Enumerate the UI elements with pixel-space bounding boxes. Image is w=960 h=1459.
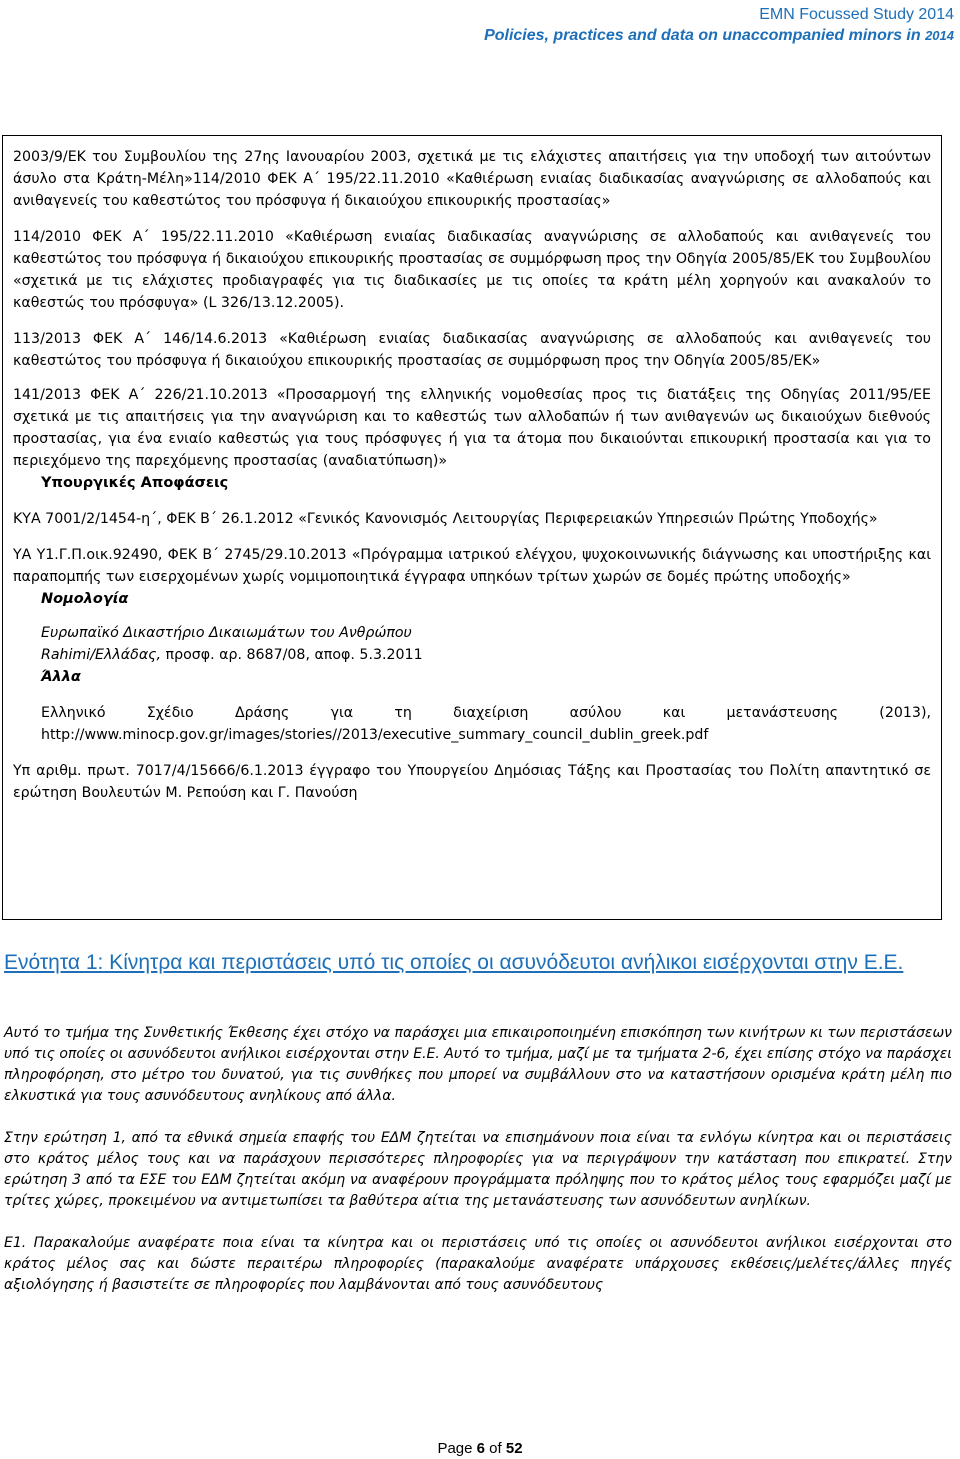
- legal-ref-5: ΚΥΑ 7001/2/1454-η΄, ΦΕΚ Β΄ 26.1.2012 «Γενικός Κανονισμός Λειτουργίας Περιφερειακών Υπηρεσιών Πρώτης Υποδοχής»: [13, 511, 878, 527]
- legal-ref-8: Υπ αριθμ. πρωτ. 7017/4/15666/6.1.2013 έγγραφο του Υπουργείου Δημόσιας Τάξης και Προστασίας του Πολίτη απαντητικό σε ερώτηση Βουλευτών Μ. Ρεπούση και Γ. Πανούση: [13, 763, 931, 801]
- section-title-link[interactable]: Ενότητα 1: Κίνητρα και περιστάσεις υπό τις οποίες οι ασυνόδευτοι ανήλικοι εισέρχονται στην Ε.Ε.: [4, 951, 904, 974]
- case-details: προσφ. αρ. 8687/08, αποφ. 5.3.2011: [161, 647, 423, 663]
- study-subtitle: [484, 25, 954, 46]
- section-paragraph-1: Αυτό το τμήμα της Συνθετικής Έκθεσης έχει στόχο να παράσχει μια επικαιροποιημένη επισκόπηση των κινήτρων κι των περιστάσεων υπό τις οποίες οι ασυνόδευτοι ανήλικοι εισέρχονται στην Ε.Ε. Αυτό το τμήμα, μαζί με τα τμήματα 2-6, έχει επίσης στόχο να παράσχει πληροφόρηση, στο μέτρο του δυνατού, για τις συνθήκες που μπορεί να συμβάλλουν στο να καταστήσουν ορισμένα κράτη μέλη πιο ελκυστικά για τους ασυνόδευτους ανηλίκους από άλλα.: [4, 1025, 952, 1104]
- legislation-box: [2, 135, 942, 920]
- study-title: EMN Focussed Study 2014: [759, 6, 954, 23]
- case-court: [13, 622, 931, 666]
- section-paragraph-2: Στην ερώτηση 1, από τα εθνικά σημεία επαφής του ΕΔΜ ζητείται να επισημάνουν ποια είναι τα ενλόγω κίνητρα και οι περιστάσεις στο κράτος μέλος τους και να παράσχουν περισσότερες πληροφορίες για να περιγράψουν την κατάσταση που επικρατεί. Στην ερώτηση 3 από τα ΕΣΕ του ΕΔΜ ζητείται ακόμη να αναφέρουν προγράμματα πρόληψης που το κράτος μέλος τους εφαρμόζει μαζί με τρίτες χώρες, προκειμένου να αντιμετωπίσει τα βαθύτερα αίτια της μετανάστευσης των ασυνόδευτων ανηλίκων.: [4, 1130, 952, 1209]
- heading-case-law: Νομολογία: [41, 591, 129, 607]
- question-e1: Ε1. Παρακαλούμε αναφέρατε ποια είναι τα κίνητρα και οι περιστάσεις υπό τις οποίες οι ασυνόδευτοι ανήλικοι εισέρχονται στο κράτος μέλος σας και δώστε περαιτέρω πληροφορίες (παρακαλούμε αναφέρατε υπάρχουσες εκθέσεις/μελέτες/άλλες πηγές αξιολόγησης ή βασιστείτε σε πληροφορίες που λαμβάνονται από τους ασυνόδευτους: [4, 1235, 952, 1293]
- heading-other: Άλλα: [41, 669, 81, 685]
- page-footer: [0, 1440, 960, 1457]
- study-year: 2014: [925, 28, 954, 43]
- page-label: Page: [437, 1440, 473, 1457]
- legal-ref-3: 113/2013 ΦΕΚ Α΄ 146/14.6.2013 «Καθιέρωση ενιαίας διαδικασίας αναγνώρισης σε αλλοδαπούς και ανιθαγενείς του καθεστώτος του πρόσφυγα ή δικαιούχου επικουρικής προστασίας σε συμμόρφωση προς την Οδηγία 2005/85/ΕΚ»: [13, 331, 931, 369]
- legal-ref-4: 141/2013 ΦΕΚ Α΄ 226/21.10.2013 «Προσαρμογή της ελληνικής νομοθεσίας προς τις διατάξεις της Οδηγίας 2011/95/ΕΕ σχετικά με τις απαιτήσεις για την αναγνώριση και το καθεστώς των αλλοδαπών ή των ανιθαγενών ως δικαιούχων διεθνούς προστασίας, για ένα ενιαίο καθεστώς για τους πρόσφυγες ή για τα άτομα που δικαιούνται επικουρική προστασία και για το περιεχόμενο της παρεχόμενης προστασίας (αναδιατύπωση)»: [13, 387, 931, 469]
- page-of-label: of: [489, 1440, 502, 1457]
- heading-ministerial-decisions: Υπουργικές Αποφάσεις: [41, 475, 229, 491]
- legal-ref-6: ΥΑ Υ1.Γ.Π.οικ.92490, ΦΕΚ Β΄ 2745/29.10.2013 «Πρόγραμμα ιατρικού ελέγχου, ψυχοκοινωνικής διάγνωσης και υποστήριξης και παραπομπής των εισερχομένων χωρίς νομιμοποιητικά έγγραφα υπηκόων τρίτων χωρών σε δομές πρώτης υποδοχής»: [13, 547, 931, 585]
- legislation-box-content: [13, 146, 931, 804]
- case-court-name: Ευρωπαϊκό Δικαστήριο Δικαιωμάτων του Ανθρώπου: [41, 625, 412, 641]
- running-header: [484, 4, 954, 46]
- legal-ref-1: 2003/9/ΕΚ του Συμβουλίου της 27ης Ιανουαρίου 2003, σχετικά με τις ελάχιστες απαιτήσεις για την υποδοχή των αιτούντων άσυλο στα Κράτη-Μέλη»114/2010 ΦΕΚ Α΄ 195/22.11.2010 «Καθιέρωση ενιαίας διαδικασίας αναγνώρισης σε αλλοδαπούς και ανιθαγενείς του καθεστώτος του πρόσφυγα ή δικαιούχου επικουρικής προστασίας»: [13, 149, 931, 209]
- legal-ref-2: 114/2010 ΦΕΚ Α΄ 195/22.11.2010 «Καθιέρωση ενιαίας διαδικασίας αναγνώρισης σε αλλοδαπούς και ανιθαγενείς του καθεστώτος του πρόσφυγα ή δικαιούχου επικουρικής προστασίας σε συμμόρφωση προς την Οδηγία 2005/85/ΕΚ του Συμβουλίου «σχετικά με τις ελάχιστες προδιαγραφές για τις διαδικασίες με τις οποίες τα κράτη μέλη χορηγούν και ανακαλούν το καθεστώς του πρόσφυγα» (L 326/13.12.2005).: [13, 229, 931, 311]
- legal-ref-7: Ελληνικό Σχέδιο Δράσης για τη διαχείριση ασύλου και μετανάστευσης (2013), http://www.minocp.gov.gr/images/stories//2013/executive_summary_council_dublin_greek.pdf: [41, 705, 931, 743]
- study-subtitle-text: Policies, practices and data on unaccompanied minors in: [484, 27, 921, 44]
- page-number: 6: [476, 1440, 485, 1457]
- case-name: Rahimi/Ελλάδας,: [41, 647, 162, 663]
- section-body: [4, 1023, 952, 1296]
- page-total: 52: [505, 1440, 523, 1457]
